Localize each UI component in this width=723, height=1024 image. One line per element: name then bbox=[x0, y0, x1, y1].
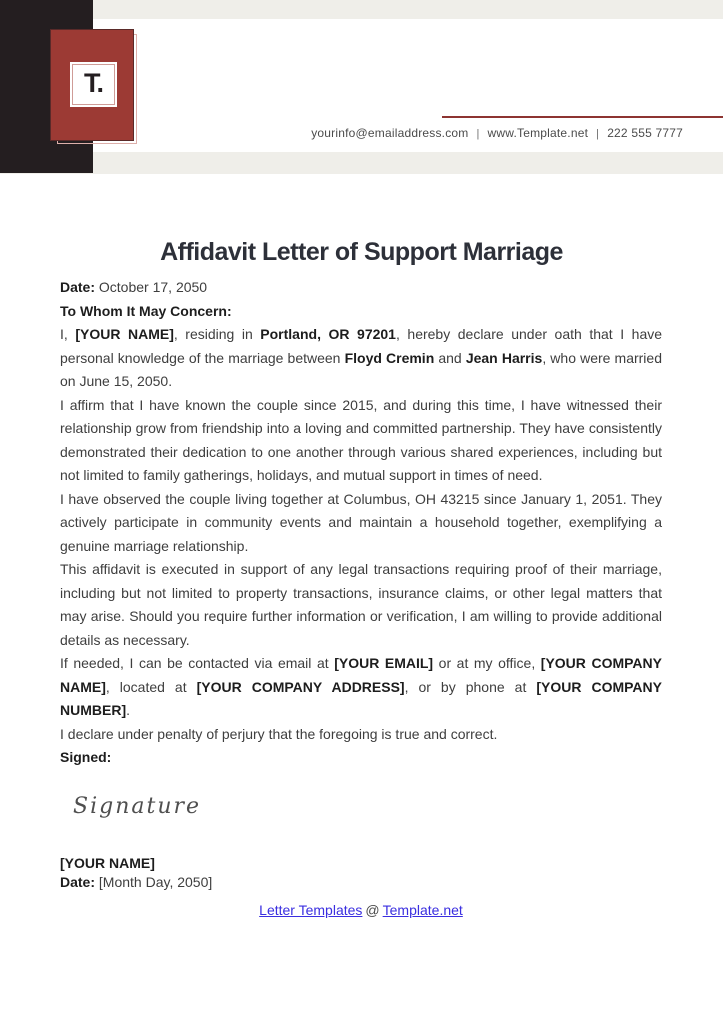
footer bbox=[60, 900, 662, 920]
signer-name: [YOUR NAME] bbox=[60, 854, 155, 871]
contact-separator: | bbox=[596, 128, 600, 140]
paragraph-affirmation: I affirm that I have known the couple since 2015, and during this time, I have witnessed their relationship grow from friendship into a loving and committed partnership. They have consistently demonstrated their dedication to one another through various shared experiences, including but not limited to family gatherings, holidays, and mutual support in times of need. bbox=[60, 396, 662, 483]
salutation-line: To Whom It May Concern: bbox=[60, 302, 232, 319]
signer-date-label: Date: bbox=[60, 873, 96, 890]
signer-date-value: [Month Day, 2050] bbox=[95, 873, 213, 890]
letter-body bbox=[60, 276, 662, 920]
document-title: Affidavit Letter of Support Marriage bbox=[160, 238, 563, 266]
header-contact bbox=[311, 126, 683, 142]
header-bottom-band bbox=[0, 152, 723, 174]
footer-link-template-net[interactable]: Template.net bbox=[382, 901, 463, 918]
signature-script: Signature bbox=[73, 793, 202, 819]
paragraph-observation: I have observed the couple living together at Columbus, OH 43215 since January 1, 2051. They actively participate in community events and maintain a household together, exemplifying a genuine marriage relationship. bbox=[60, 490, 662, 554]
date-line: Date: October 17, 2050 bbox=[60, 279, 208, 295]
footer-link-letter-templates[interactable]: Letter Templates bbox=[259, 901, 363, 918]
contact-separator: | bbox=[476, 128, 480, 140]
paragraph-purpose: This affidavit is executed in support of any legal transactions requiring proof of their marriage, including but not limited to property transactions, insurance claims, or other legal matters that may arise. Should you require further information or verification, I am willing to provide additional details as necessary. bbox=[60, 561, 662, 648]
signer-date-line bbox=[60, 873, 662, 892]
contact-phone: 222 555 7777 bbox=[607, 126, 683, 140]
logo-inner-box bbox=[70, 62, 117, 107]
logo-letter-icon: T. bbox=[83, 68, 103, 98]
paragraph-contact-info: If needed, I can be contacted via email at [YOUR EMAIL] or at my office, [YOUR COMPANY NAME], located at [YOUR COMPANY ADDRESS], or by phone at [YOUR COMPANY NUMBER]. bbox=[60, 655, 662, 718]
signer-block bbox=[60, 854, 662, 892]
footer-at-symbol: @ bbox=[365, 901, 380, 918]
contact-website: www.Template.net bbox=[487, 126, 589, 140]
header-top-band bbox=[0, 0, 723, 19]
signed-label: Signed: bbox=[60, 749, 112, 765]
paragraph-declaration: I, [YOUR NAME], residing in Portland, OR 97201, hereby declare under oath that I have personal knowledge of the marriage between Floyd Cremin and Jean Harris, who were married on June 15, 2050. bbox=[60, 326, 663, 389]
contact-email: yourinfo@emailaddress.com bbox=[311, 126, 469, 140]
paragraph-perjury: I declare under penalty of perjury that the foregoing is true and correct. bbox=[60, 725, 498, 742]
header-rule bbox=[442, 116, 723, 118]
